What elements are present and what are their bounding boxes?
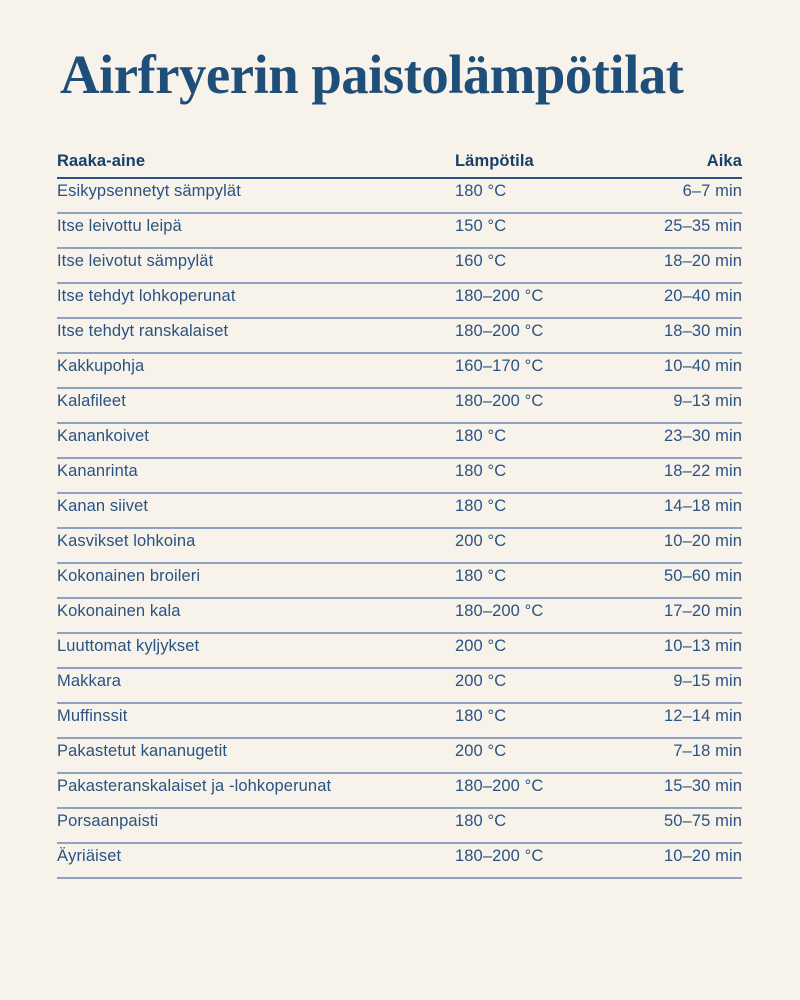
cell-ingredient: Esikypsennetyt sämpylät bbox=[57, 182, 241, 200]
cell-time: 23–30 min bbox=[664, 427, 742, 445]
cell-time: 10–13 min bbox=[664, 637, 742, 655]
cell-ingredient: Pakasteranskalaiset ja -lohkoperunat bbox=[57, 777, 332, 795]
table-row bbox=[57, 844, 742, 879]
cell-time: 15–30 min bbox=[664, 777, 742, 795]
table-row bbox=[57, 774, 742, 809]
cell-temperature: 180 °C bbox=[455, 812, 507, 830]
cell-temperature: 160 °C bbox=[455, 252, 507, 270]
cell-time: 6–7 min bbox=[682, 182, 742, 200]
cell-ingredient: Itse tehdyt lohkoperunat bbox=[57, 287, 236, 305]
cell-temperature: 180 °C bbox=[455, 707, 507, 725]
cell-time: 10–20 min bbox=[664, 847, 742, 865]
cell-ingredient: Kanankoivet bbox=[57, 427, 149, 445]
cell-temperature: 180 °C bbox=[455, 182, 507, 200]
table-row bbox=[57, 704, 742, 739]
cell-time: 10–40 min bbox=[664, 357, 742, 375]
table-row bbox=[57, 389, 742, 424]
table-row bbox=[57, 179, 742, 214]
table-row bbox=[57, 739, 742, 774]
cell-ingredient: Itse leivotut sämpylät bbox=[57, 252, 214, 270]
cell-ingredient: Kalafileet bbox=[57, 392, 126, 410]
cell-ingredient: Luuttomat kyljykset bbox=[57, 637, 200, 655]
column-header-ingredient: Raaka-aine bbox=[57, 152, 146, 170]
table-row bbox=[57, 634, 742, 669]
cell-temperature: 180–200 °C bbox=[455, 287, 544, 305]
table-body bbox=[57, 179, 742, 879]
column-header-temperature: Lämpötila bbox=[455, 152, 534, 170]
table-row bbox=[57, 214, 742, 249]
cell-temperature: 180 °C bbox=[455, 427, 507, 445]
table-header-row bbox=[57, 152, 742, 179]
cell-ingredient: Kananrinta bbox=[57, 462, 138, 480]
cell-time: 25–35 min bbox=[664, 217, 742, 235]
cell-temperature: 200 °C bbox=[455, 672, 507, 690]
table-row bbox=[57, 249, 742, 284]
cell-ingredient: Kokonainen kala bbox=[57, 602, 181, 620]
cell-temperature: 180 °C bbox=[455, 567, 507, 585]
cell-temperature: 180–200 °C bbox=[455, 777, 544, 795]
cell-ingredient: Äyriäiset bbox=[57, 847, 122, 865]
cell-time: 18–22 min bbox=[664, 462, 742, 480]
cell-time: 20–40 min bbox=[664, 287, 742, 305]
cell-temperature: 150 °C bbox=[455, 217, 507, 235]
table-row bbox=[57, 319, 742, 354]
cell-time: 12–14 min bbox=[664, 707, 742, 725]
cell-ingredient: Pakastetut kananugetit bbox=[57, 742, 228, 760]
table-row bbox=[57, 424, 742, 459]
table-row bbox=[57, 494, 742, 529]
page-title: Airfryerin paistolämpötilat bbox=[60, 44, 684, 105]
cell-temperature: 180–200 °C bbox=[455, 392, 544, 410]
table-row bbox=[57, 284, 742, 319]
column-header-time: Aika bbox=[706, 152, 742, 170]
cell-time: 14–18 min bbox=[664, 497, 742, 515]
table-row bbox=[57, 354, 742, 389]
cell-time: 7–18 min bbox=[673, 742, 742, 760]
cell-ingredient: Itse tehdyt ranskalaiset bbox=[57, 322, 229, 340]
cell-ingredient: Itse leivottu leipä bbox=[57, 217, 182, 235]
cell-ingredient: Kasvikset lohkoina bbox=[57, 532, 196, 550]
table-row bbox=[57, 599, 742, 634]
cell-ingredient: Porsaanpaisti bbox=[57, 812, 159, 830]
cell-temperature: 200 °C bbox=[455, 742, 507, 760]
cell-time: 17–20 min bbox=[664, 602, 742, 620]
cell-temperature: 180 °C bbox=[455, 462, 507, 480]
cell-time: 18–20 min bbox=[664, 252, 742, 270]
cell-temperature: 180–200 °C bbox=[455, 602, 544, 620]
cell-temperature: 180–200 °C bbox=[455, 847, 544, 865]
cell-time: 50–60 min bbox=[664, 567, 742, 585]
cell-ingredient: Muffinssit bbox=[57, 707, 128, 725]
table-row bbox=[57, 564, 742, 599]
cell-temperature: 160–170 °C bbox=[455, 357, 544, 375]
cell-temperature: 180–200 °C bbox=[455, 322, 544, 340]
cell-temperature: 180 °C bbox=[455, 497, 507, 515]
cell-ingredient: Kanan siivet bbox=[57, 497, 149, 515]
temperature-table bbox=[57, 152, 742, 879]
cell-time: 9–15 min bbox=[673, 672, 742, 690]
cell-ingredient: Kakkupohja bbox=[57, 357, 145, 375]
cell-temperature: 200 °C bbox=[455, 532, 507, 550]
table-row bbox=[57, 669, 742, 704]
cell-temperature: 200 °C bbox=[455, 637, 507, 655]
cell-ingredient: Makkara bbox=[57, 672, 121, 690]
table-row bbox=[57, 809, 742, 844]
table-row bbox=[57, 529, 742, 564]
cell-ingredient: Kokonainen broileri bbox=[57, 567, 201, 585]
cell-time: 9–13 min bbox=[673, 392, 742, 410]
cell-time: 10–20 min bbox=[664, 532, 742, 550]
table-row bbox=[57, 459, 742, 494]
cell-time: 18–30 min bbox=[664, 322, 742, 340]
cell-time: 50–75 min bbox=[664, 812, 742, 830]
